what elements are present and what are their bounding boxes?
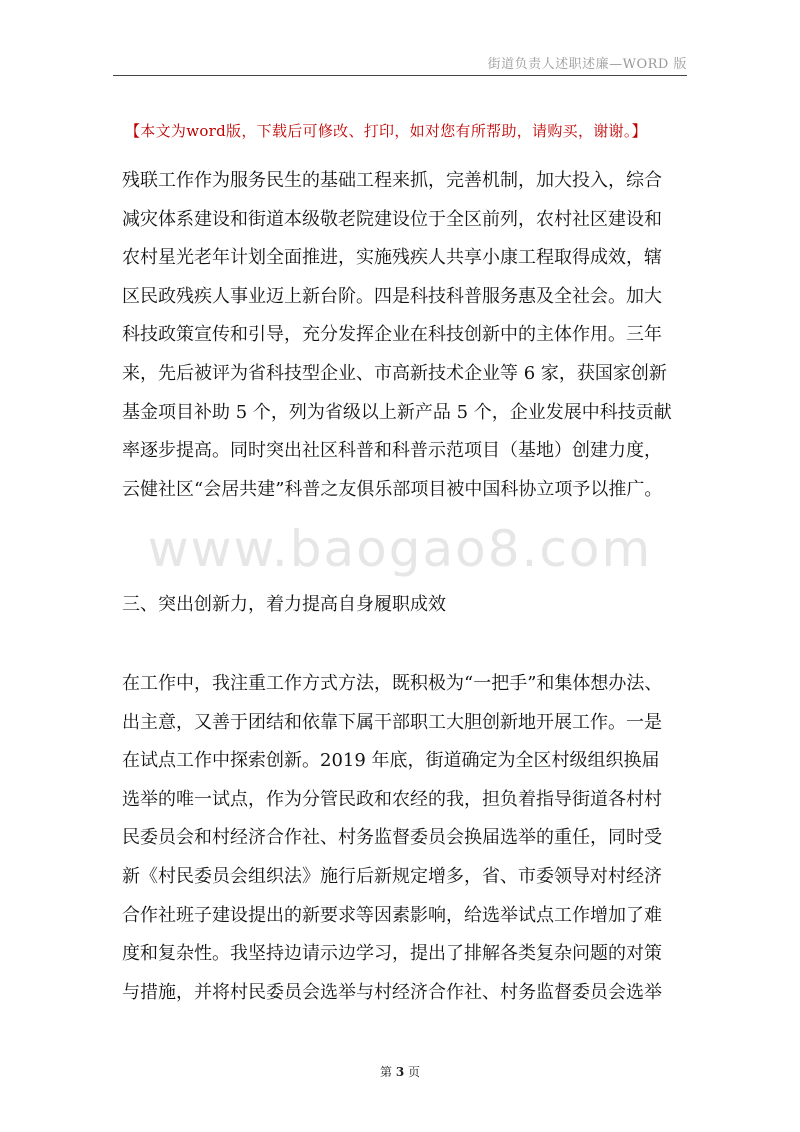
section-heading <box>122 586 690 625</box>
purchase-notice: 【本文为word版，下载后可修改、打印，如对您有所帮助，请购买，谢谢。】 <box>125 122 647 140</box>
paragraph-innovation <box>122 665 690 1012</box>
text-line: 出主意，又善于团结和依靠下属干部职工大胆创新地开展工作。一是 <box>122 711 662 733</box>
page-number: 3 <box>395 1065 405 1079</box>
text-line: 新《村民委员会组织法》施行后新规定增多，省、市委领导对村经济 <box>122 865 662 887</box>
text-line: 合作社班子建设提出的新要求等因素影响，给选举试点工作增加了难 <box>122 904 662 926</box>
text-line: 度和复杂性。我坚持边请示边学习，提出了排解各类复杂问题的对策 <box>122 943 662 965</box>
running-header-title: 街道负责人述职述廉—WORD 版 <box>487 57 687 72</box>
text-line: 基金项目补助 5 个，列为省级以上新产品 5 个，企业发展中科技贡献 <box>122 401 672 423</box>
text-line: 选举的唯一试点，作为分管民政和农经的我，担负着指导街道各村村 <box>122 788 662 810</box>
header-divider <box>113 75 687 76</box>
text-line: 与措施，并将村民委员会选举与村经济合作社、村务监督委员会选举 <box>122 981 662 1003</box>
text-line: 减灾体系建设和街道本级敬老院建设位于全区前列，农村社区建设和 <box>122 208 662 230</box>
text-line: 区民政残疾人事业迈上新台阶。四是科技科普服务惠及全社会。加大 <box>122 285 662 307</box>
footer-suffix: 页 <box>408 1065 421 1079</box>
text-line: 农村星光老年计划全面推进，实施残疾人共享小康工程取得成效，辖 <box>122 247 662 269</box>
footer-prefix: 第 <box>379 1065 392 1079</box>
paragraph-disabled-and-science <box>122 162 690 509</box>
page-footer <box>0 1063 800 1080</box>
text-line: 民委员会和村经济合作社、村务监督委员会换届选举的重任，同时受 <box>122 827 662 849</box>
text-line: 在试点工作中探索创新。2019 年底，街道确定为全区村级组织换届 <box>122 750 660 772</box>
text-line: 率逐步提高。同时突出社区科普和科普示范项目（基地）创建力度， <box>122 440 662 462</box>
text-line: 科技政策宣传和引导，充分发挥企业在科技创新中的主体作用。三年 <box>122 324 662 346</box>
text-line: 残联工作作为服务民生的基础工程来抓，完善机制，加大投入，综合 <box>122 170 662 191</box>
text-line: 来，先后被评为省科技型企业、市高新技术企业等 6 家，获国家创新 <box>122 362 667 384</box>
heading-text: 三、突出创新力，着力提高自身履职成效 <box>122 594 446 615</box>
text-line: 在工作中，我注重工作方式方法，既积极为“一把手”和集体想办法、 <box>122 673 663 694</box>
watermark-text: www.baogao8.com <box>147 520 653 578</box>
text-line: 云健社区“会居共建”科普之友俱乐部项目被中国科协立项予以推广。 <box>122 478 663 500</box>
